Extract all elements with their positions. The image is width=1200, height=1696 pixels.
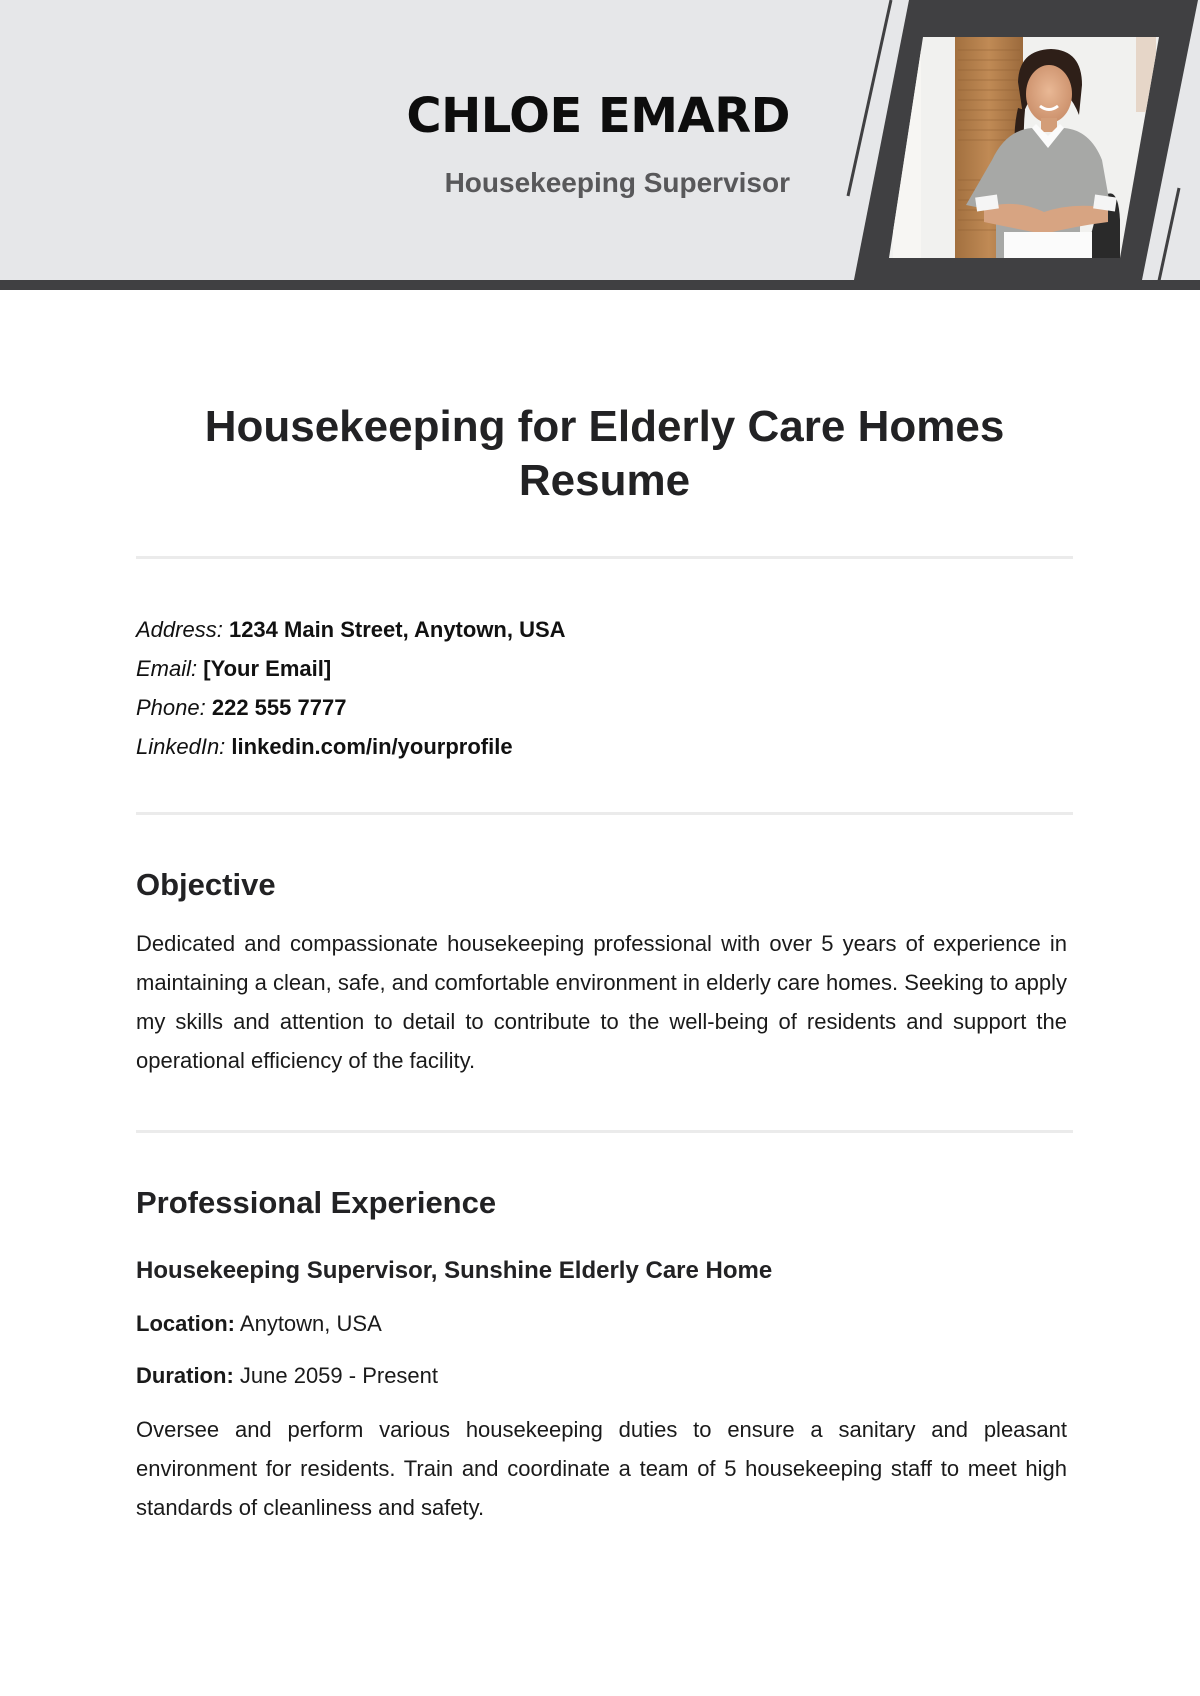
job-duration [136, 1361, 438, 1391]
contact-phone-label: Phone: [136, 695, 206, 720]
document-title: Housekeeping for Elderly Care Homes Resume [204, 402, 1005, 505]
experience-heading: Professional Experience [136, 1185, 497, 1220]
job-duration-value: June 2059 - Present [239, 1363, 439, 1388]
divider-title [136, 556, 1073, 559]
contact-address-value: 1234 Main Street, Anytown, USA [228, 617, 566, 642]
divider-contact [136, 812, 1073, 815]
contact-phone-value: 222 555 7777 [211, 695, 347, 720]
slanted-line-right [1157, 188, 1179, 290]
objective-text: Dedicated and compassionate housekeeping professional with over 5 years of experience in maintaining a clean, safe, and comfortable environment in elderly care homes. Seeking to apply my skills and attention to detail to contribute to the well-being of residents and support the operational efficiency of the facility. [136, 931, 1067, 1073]
job-title: Housekeeping Supervisor, Sunshine Elderly Care Home [136, 1257, 773, 1284]
contact-phone [136, 688, 1036, 727]
job-location-value: Anytown, USA [239, 1311, 382, 1336]
contact-linkedin-link[interactable]: linkedin.com/in/yourprofile [231, 734, 513, 759]
job-location-label: Location: [136, 1311, 235, 1336]
contact-email-label: Email: [136, 656, 198, 681]
contact-email-value[interactable]: [Your Email] [203, 656, 332, 681]
contact-linkedin [136, 727, 1036, 766]
contact-email [136, 649, 1036, 688]
divider-objective [136, 1130, 1073, 1133]
job-duration-label: Duration: [136, 1363, 234, 1388]
candidate-name: CHLOE EMARD [406, 88, 790, 144]
job-description: Oversee and perform various housekeeping duties to ensure a sanitary and pleasant environment for residents. Train and coordinate a team of 5 housekeeping staff to meet high standards of cleanliness and safety. [136, 1417, 1067, 1520]
resume-header [0, 0, 1200, 290]
job-location [136, 1309, 382, 1339]
header-decoration [0, 0, 1200, 290]
contact-address [136, 610, 1036, 649]
contact-address-label: Address: [136, 617, 223, 642]
header-bottom-bar [0, 280, 1200, 290]
candidate-subtitle: Housekeeping Supervisor [444, 167, 790, 198]
contact-section [136, 610, 1036, 766]
contact-linkedin-label: LinkedIn: [136, 734, 226, 759]
objective-heading: Objective [136, 867, 276, 902]
